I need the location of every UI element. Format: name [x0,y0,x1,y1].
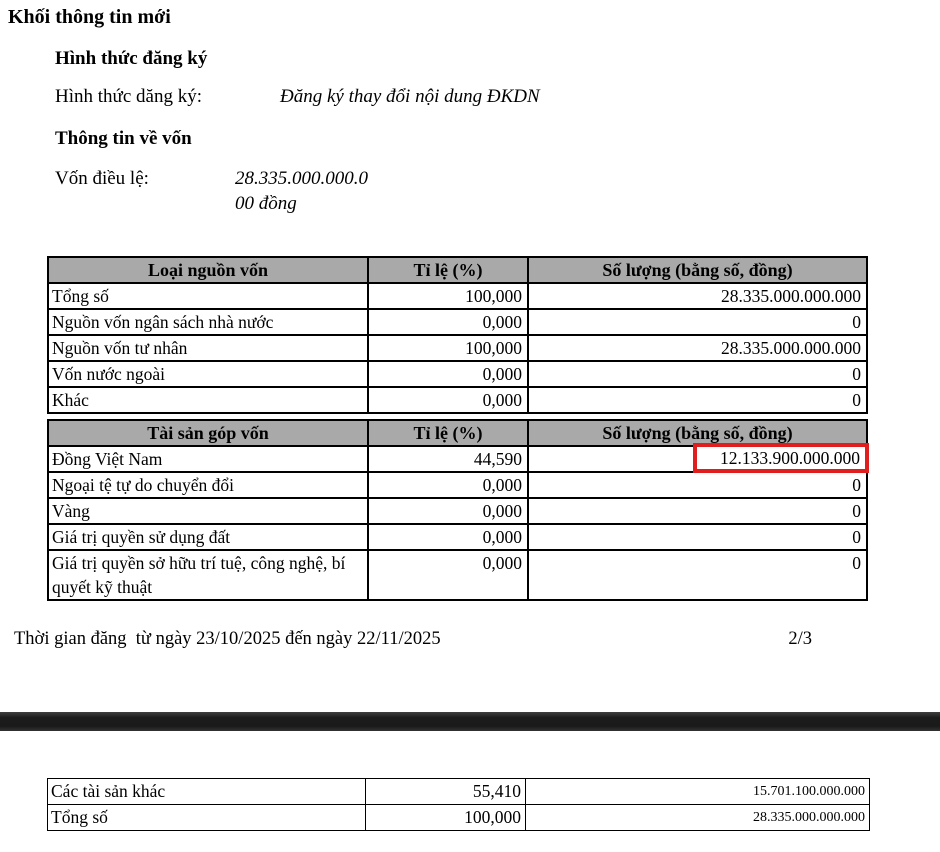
registration-value: Đăng ký thay đổi nội dung ĐKDN [280,86,540,107]
cell-ratio: 55,410 [366,779,526,805]
cell-label: Giá trị quyền sở hữu trí tuệ, công nghệ, bí quyết kỹ thuật [48,550,368,600]
table-row [48,805,870,831]
cell-amount: 0 [528,498,867,524]
registration-duration: Thời gian đăng từ ngày 23/10/2025 đến ngày 22/11/2025 [14,629,441,649]
table-row [48,361,867,387]
table-row [48,498,867,524]
table-row [48,550,867,600]
header-ratio: Tỉ lệ (%) [368,257,528,283]
cell-ratio: 100,000 [368,335,528,361]
section-heading-capital: Thông tin về vốn [55,128,192,149]
header-source-type: Loại nguồn vốn [48,257,368,283]
cell-label: Ngoại tệ tự do chuyển đổi [48,472,368,498]
table-row [48,779,870,805]
charter-capital-field [0,166,940,216]
cell-amount: 28.335.000.000.000 [526,805,870,831]
highlight-box: 12.133.900.000.000 [693,443,869,473]
cell-label: Đồng Việt Nam [48,446,368,472]
cell-amount-highlighted [528,446,867,472]
table-row [48,446,867,472]
cell-label: Nguồn vốn tư nhân [48,335,368,361]
table-row [48,335,867,361]
cell-amount: 0 [528,524,867,550]
header-ratio: Tỉ lệ (%) [368,420,528,446]
cell-amount: 0 [528,550,867,600]
header-amount: Số lượng (bằng số, đồng) [528,257,867,283]
cell-ratio: 0,000 [368,387,528,413]
cell-amount: 0 [528,472,867,498]
page-title: Khối thông tin mới [8,6,171,28]
cell-label: Khác [48,387,368,413]
cell-label: Vàng [48,498,368,524]
table-row [48,283,867,309]
continuation-table [47,778,870,831]
registration-field [0,84,940,109]
asset-contribution-table [47,419,868,601]
registration-label: Hình thức dăng ký: [55,86,202,107]
cell-label: Tổng số [48,805,366,831]
charter-capital-label: Vốn điều lệ: [55,168,149,189]
table-row [48,309,867,335]
table-header-row [48,257,867,283]
capital-source-table [47,256,868,414]
cell-label: Vốn nước ngoài [48,361,368,387]
section-heading-registration: Hình thức đăng ký [55,48,208,69]
header-amount: Số lượng (bằng số, đồng) [528,420,867,446]
cell-amount: 0 [528,309,867,335]
header-asset-type: Tài sản góp vốn [48,420,368,446]
page-separator-bar [0,712,940,731]
cell-label: Giá trị quyền sử dụng đất [48,524,368,550]
cell-ratio: 0,000 [368,550,528,600]
table-row [48,472,867,498]
cell-ratio: 0,000 [368,498,528,524]
cell-ratio: 100,000 [366,805,526,831]
table-row [48,524,867,550]
cell-amount: 28.335.000.000.000 [528,283,867,309]
cell-ratio: 100,000 [368,283,528,309]
cell-label: Nguồn vốn ngân sách nhà nước [48,309,368,335]
cell-ratio: 0,000 [368,309,528,335]
cell-ratio: 0,000 [368,524,528,550]
cell-ratio: 44,590 [368,446,528,472]
charter-capital-value [235,166,368,216]
page-indicator: 2/3 [788,629,812,649]
cell-amount: 28.335.000.000.000 [528,335,867,361]
cell-amount: 0 [528,361,867,387]
cell-amount: 15.701.100.000.000 [526,779,870,805]
cell-amount: 0 [528,387,867,413]
charter-capital-value-line1: 28.335.000.000.0 [235,168,368,189]
table-row [48,387,867,413]
charter-capital-value-line2: 00 đồng [235,193,297,214]
cell-label: Tổng số [48,283,368,309]
cell-ratio: 0,000 [368,361,528,387]
cell-label: Các tài sản khác [48,779,366,805]
cell-ratio: 0,000 [368,472,528,498]
footer-row [0,627,940,651]
